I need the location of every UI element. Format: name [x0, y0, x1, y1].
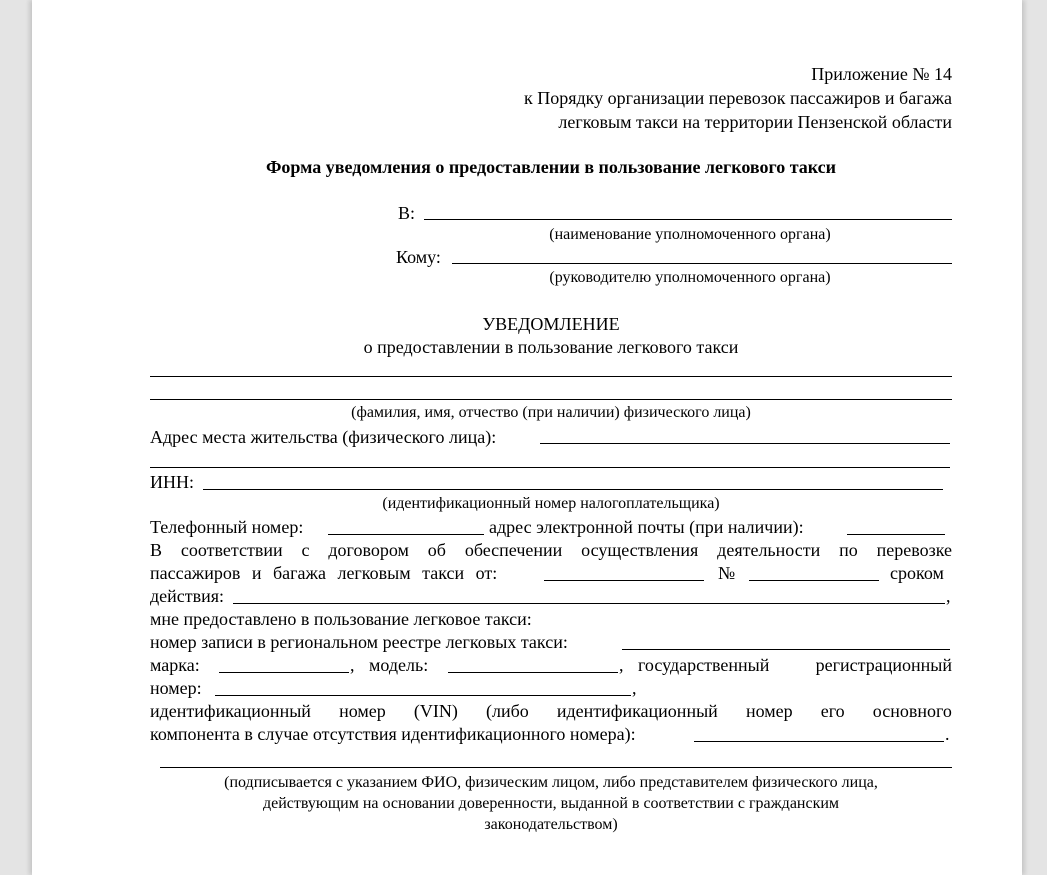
word: об [427, 540, 446, 560]
word: его [820, 701, 845, 721]
word: номер [745, 701, 793, 721]
word: деятельности [717, 540, 821, 560]
word: (либо [485, 701, 529, 721]
signature-caption-3: законодательством) [484, 816, 618, 833]
vin-label: компонента в случае отсутствия идентификационного номера): [150, 724, 636, 744]
word: идентификационный [150, 701, 311, 721]
state-reg-word-1: государственный [638, 655, 770, 675]
appendix-line-2: к Порядку организации перевозок пассажиров и багажа [523, 88, 952, 108]
contract-date-label: пассажиров и багажа легковым такси от: [150, 563, 498, 583]
contract-date-field-line[interactable] [544, 580, 704, 581]
notice-subtitle: о предоставлении в пользование легкового такси [363, 337, 739, 357]
contract-number-field-line[interactable] [749, 580, 879, 581]
vin-line-1 [150, 700, 952, 723]
whom-field-line[interactable] [452, 263, 952, 264]
contract-line-1 [150, 539, 952, 562]
brand-label: марка: [150, 655, 200, 675]
signature-field-line[interactable] [160, 767, 952, 768]
inn-field-line[interactable] [203, 489, 943, 490]
registry-label: номер записи в региональном реестре легковых такси: [150, 632, 568, 652]
signature-caption-2: действующим на основании доверенности, выданной в соответствии с гражданским [262, 795, 840, 812]
email-label: адрес электронной почты (при наличии): [489, 517, 804, 537]
address-label: Адрес места жительства (физического лица): [150, 427, 497, 447]
plate-number-field-line[interactable] [215, 695, 631, 696]
inn-caption: (идентификационный номер налогоплательщика) [382, 495, 720, 512]
word: (VIN) [413, 701, 458, 721]
address-field-line-1[interactable] [540, 443, 950, 444]
word: основного [872, 701, 952, 721]
word: с [301, 540, 310, 560]
model-label: модель: [369, 655, 429, 675]
word: по [839, 540, 858, 560]
contract-number-sign: № [718, 563, 736, 583]
word: В [150, 540, 163, 560]
word: перевозке [876, 540, 952, 560]
word: осуществления [581, 540, 699, 560]
word: соответствии [180, 540, 283, 560]
email-field-line[interactable] [847, 534, 945, 535]
word: идентификационный [556, 701, 718, 721]
brand-comma: , [350, 655, 355, 675]
phone-label: Телефонный номер: [150, 517, 304, 537]
validity-comma: , [946, 586, 951, 606]
notice-title: УВЕДОМЛЕНИЕ [482, 314, 620, 334]
whom-caption: (руководителю уполномоченного органа) [549, 269, 831, 286]
validity-label: действия: [150, 586, 225, 606]
fio-field-line-2[interactable] [150, 399, 952, 400]
word: номер [339, 701, 386, 721]
plate-number-comma: , [632, 678, 637, 698]
brand-field-line[interactable] [219, 672, 349, 673]
appendix-line-3: легковым такси на территории Пензенской области [558, 112, 952, 132]
form-title: Форма уведомления о предоставлении в пользование легкового такси [265, 157, 837, 177]
to-caption: (наименование уполномоченного органа) [549, 226, 831, 243]
plate-number-label: номер: [150, 678, 202, 698]
to-label: В: [398, 203, 416, 223]
provided-text: мне предоставлено в пользование легковое такси: [150, 609, 532, 629]
inn-label: ИНН: [150, 472, 194, 492]
model-field-line[interactable] [448, 672, 618, 673]
word: договором [328, 540, 409, 560]
contract-term-label: сроком [890, 563, 944, 583]
whom-label: Кому: [396, 247, 441, 267]
signature-caption-1: (подписывается с указанием ФИО, физическим лицом, либо представителем физического лица, [224, 774, 878, 791]
fio-caption: (фамилия, имя, отчество (при наличии) физического лица) [351, 404, 751, 421]
address-field-line-2[interactable] [150, 467, 950, 468]
validity-field-line[interactable] [233, 603, 945, 604]
state-reg-word-2: регистрационный [815, 655, 952, 675]
model-comma: , [619, 655, 624, 675]
registry-field-line[interactable] [622, 649, 950, 650]
vin-period: . [945, 724, 950, 744]
to-field-line[interactable] [424, 219, 952, 220]
phone-field-line[interactable] [328, 534, 484, 535]
word: обеспечении [464, 540, 563, 560]
appendix-number: Приложение № 14 [811, 64, 952, 84]
fio-field-line-1[interactable] [150, 376, 952, 377]
vin-field-line[interactable] [694, 741, 944, 742]
